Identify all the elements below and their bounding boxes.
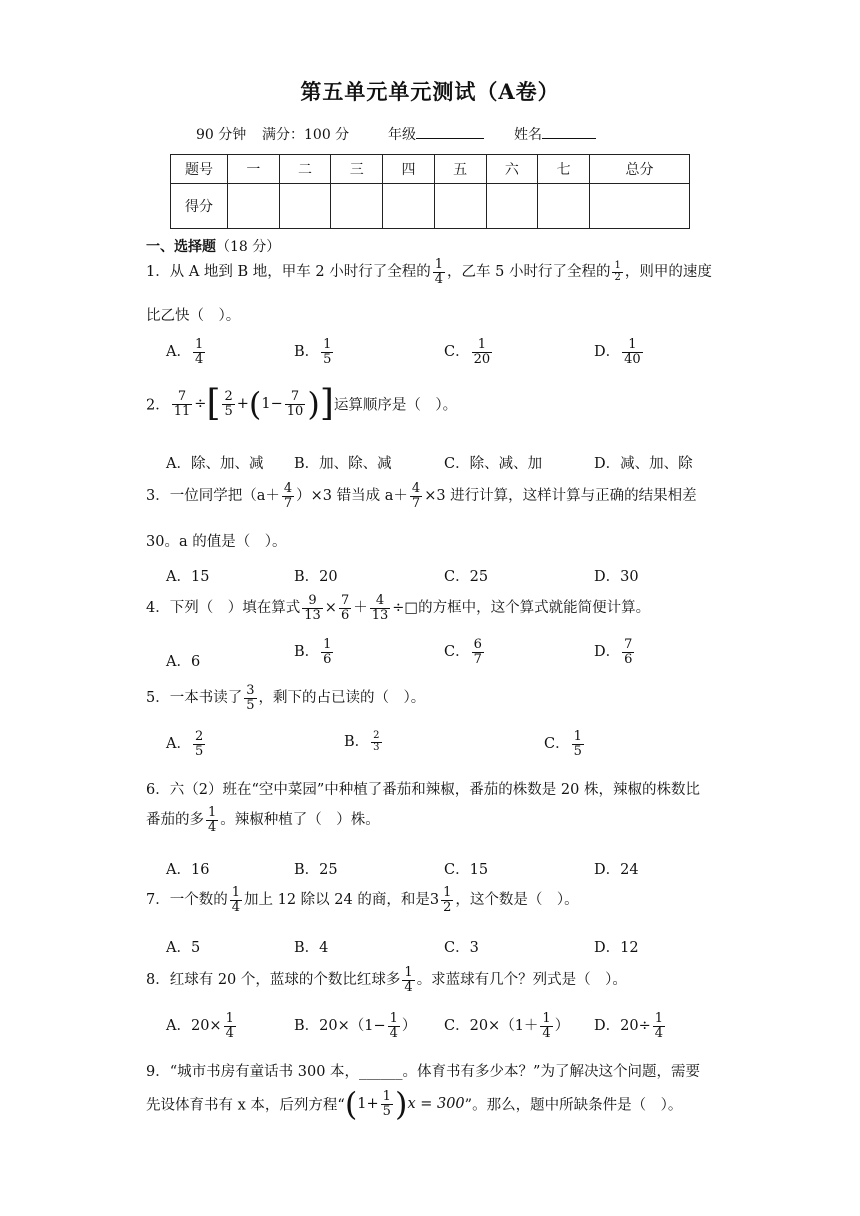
score-header-cell: 五 <box>434 155 486 184</box>
q4-option-d[interactable]: D． $\frac{7}{6}$ <box>594 637 633 667</box>
question-9: 9．“城市书房有童话书 300 本，______。体育书有多少本？”为了解决这个问题，需要 <box>146 1064 700 1080</box>
q5-option-a[interactable]: A． $\frac{2}{5}$ <box>166 729 204 759</box>
q1-text-3: ，则甲的速度 <box>624 264 712 281</box>
fraction: $\frac{4}{7}$ <box>411 481 421 511</box>
question-6-line-2: 番茄的多 $\frac{1}{4}$ 。辣椒种植了（ ）株。 <box>146 805 380 835</box>
score-row-label: 得分 <box>171 184 228 229</box>
question-2: 2． $\frac{7}{11}$ ÷[ $\frac{2}{5}$ +(1− $\frac{7}{10}$ )]运算顺序是（ ）。 <box>146 383 458 424</box>
score-cell[interactable] <box>434 184 486 229</box>
fraction: $\frac{2}{5}$ <box>224 388 233 419</box>
question-8: 8．红球有 20 个，蓝球的个数比红球多 $\frac{1}{4}$ 。求蓝球有几个？列式是（ ）。 <box>146 965 627 995</box>
q6-option-d[interactable]: D．24 <box>594 862 639 878</box>
q3-option-d[interactable]: D．30 <box>594 569 639 585</box>
question-1-line-2: 比乙快（ ）。 <box>146 308 241 324</box>
score-header-cell: 一 <box>228 155 280 184</box>
score-cell[interactable] <box>486 184 538 229</box>
section-heading <box>146 236 280 256</box>
q6-option-a[interactable]: A．16 <box>166 862 210 878</box>
q4-option-a[interactable]: A．6 <box>166 654 201 670</box>
fraction: $\frac{3}{5}$ <box>246 683 255 713</box>
score-header-cell: 四 <box>383 155 435 184</box>
fraction: $\frac{1}{5}$ <box>382 1088 391 1119</box>
fraction: $\frac{1}{4}$ <box>231 885 241 915</box>
fraction: $\frac{1}{2}$ <box>443 885 452 915</box>
name-field[interactable] <box>514 124 596 144</box>
score-header-cell: 七 <box>538 155 590 184</box>
fraction: $\frac{4}{13}$ <box>371 593 389 623</box>
q2-option-d[interactable]: D．减、加、除 <box>594 456 693 472</box>
name-blank[interactable] <box>542 124 596 139</box>
question-9-line-2: 先设体育书有 x 本，后列方程“(1+ $\frac{1}{5}$ )x = 300”。那么，题中所缺条件是（ ）。 <box>146 1085 683 1123</box>
score-header-cell: 三 <box>331 155 383 184</box>
section-points: （18 分） <box>216 239 281 255</box>
q1-option-c[interactable]: C． $\frac{1}{20}$ <box>444 337 491 367</box>
score-header-cell: 二 <box>279 155 331 184</box>
q5-option-b[interactable]: B． $\frac{2}{3}$ <box>344 730 380 753</box>
fraction: $\frac{4}{7}$ <box>283 481 293 511</box>
q8-option-d[interactable]: D．20÷ $\frac{1}{4}$ <box>594 1011 664 1041</box>
fraction: $\frac{7}{6}$ <box>340 593 350 623</box>
q7-option-c[interactable]: C．3 <box>444 940 479 956</box>
q1-text-2: ，乙车 5 小时行了全程的 <box>447 264 611 281</box>
question-3-line-2: 30。a 的值是（ ）。 <box>146 534 287 550</box>
grade-blank[interactable] <box>416 124 484 139</box>
fraction: $\frac{1}{4}$ <box>404 965 413 995</box>
section-title: 一、选择题 <box>146 239 216 255</box>
q8-option-b[interactable]: B．20×（1− $\frac{1}{4}$ ） <box>294 1011 417 1041</box>
fraction: $\frac{7}{11}$ <box>173 388 191 419</box>
score-cell[interactable] <box>538 184 590 229</box>
fraction: $\frac{7}{10}$ <box>286 388 304 419</box>
q1-option-a[interactable]: A． $\frac{1}{4}$ <box>166 337 204 367</box>
q1-text-1: 1．从 A 地到 B 地，甲车 2 小时行了全程的 <box>146 264 431 281</box>
question-1 <box>146 258 712 286</box>
score-cell[interactable] <box>279 184 331 229</box>
fraction: $\frac{1}{4}$ <box>434 257 444 287</box>
q6-option-c[interactable]: C．15 <box>444 862 489 878</box>
fraction: $\frac{1}{2}$ <box>614 260 621 283</box>
score-header-cell: 总分 <box>589 155 689 184</box>
q1-option-b[interactable]: B． $\frac{1}{5}$ <box>294 337 332 367</box>
q1-option-d[interactable]: D． $\frac{1}{40}$ <box>594 337 641 367</box>
score-table-header-row <box>171 155 690 184</box>
q7-option-b[interactable]: B．4 <box>294 940 329 956</box>
q7-option-a[interactable]: A．5 <box>166 940 201 956</box>
score-cell[interactable] <box>331 184 383 229</box>
score-header-cell: 题号 <box>171 155 228 184</box>
grade-label: 年级 <box>388 127 416 143</box>
q8-option-a[interactable]: A．20× $\frac{1}{4}$ <box>166 1011 234 1041</box>
q3-option-c[interactable]: C．25 <box>444 569 489 585</box>
question-4: 4．下列（ ）填在算式 $\frac{9}{13}$ × $\frac{7}{6}$ ＋ $\frac{4}{13}$ ÷□的方框中，这个算式就能简便计算。 <box>146 593 651 623</box>
grade-field[interactable] <box>388 124 484 144</box>
q5-option-c[interactable]: C． $\frac{1}{5}$ <box>544 729 582 759</box>
fraction: $\frac{1}{4}$ <box>208 805 217 835</box>
q2-option-c[interactable]: C．除、减、加 <box>444 456 543 472</box>
q2-option-a[interactable]: A．除、加、减 <box>166 456 264 472</box>
q6-option-b[interactable]: B．25 <box>294 862 338 878</box>
exam-time: 90 分钟 <box>196 127 247 143</box>
q8-option-c[interactable]: C．20×（1＋ $\frac{1}{4}$ ） <box>444 1011 570 1041</box>
q3-option-a[interactable]: A．15 <box>166 569 210 585</box>
question-3: 3．一位同学把（a＋ $\frac{4}{7}$ ）×3 错当成 a＋ $\frac{4}{7}$ ×3 进行计算，这样计算与正确的结果相差 <box>146 481 697 511</box>
score-table-score-row <box>171 184 690 229</box>
page-title: 第五单元单元测试（A卷） <box>300 79 560 104</box>
score-table <box>170 154 690 229</box>
question-6: 6．六（2）班在“空中菜园”中种植了番茄和辣椒，番茄的株数是 20 株，辣椒的株数比 <box>146 782 700 798</box>
fraction: $\frac{9}{13}$ <box>304 593 321 623</box>
score-cell[interactable] <box>383 184 435 229</box>
question-7: 7．一个数的 $\frac{1}{4}$ 加上 12 除以 24 的商，和是3 $\frac{1}{2}$ ，这个数是（ ）。 <box>146 885 579 915</box>
score-cell[interactable] <box>589 184 689 229</box>
score-cell[interactable] <box>228 184 280 229</box>
q4-option-b[interactable]: B． $\frac{1}{6}$ <box>294 637 332 667</box>
name-label: 姓名 <box>514 127 542 143</box>
q3-option-b[interactable]: B．20 <box>294 569 338 585</box>
full-score: 满分：100 分 <box>262 127 350 143</box>
q7-option-d[interactable]: D．12 <box>594 940 639 956</box>
score-header-cell: 六 <box>486 155 538 184</box>
q2-option-b[interactable]: B．加、除、减 <box>294 456 392 472</box>
question-5: 5．一本书读了 $\frac{3}{5}$ ，剩下的占已读的（ ）。 <box>146 683 426 713</box>
q4-option-c[interactable]: C． $\frac{6}{7}$ <box>444 637 482 667</box>
